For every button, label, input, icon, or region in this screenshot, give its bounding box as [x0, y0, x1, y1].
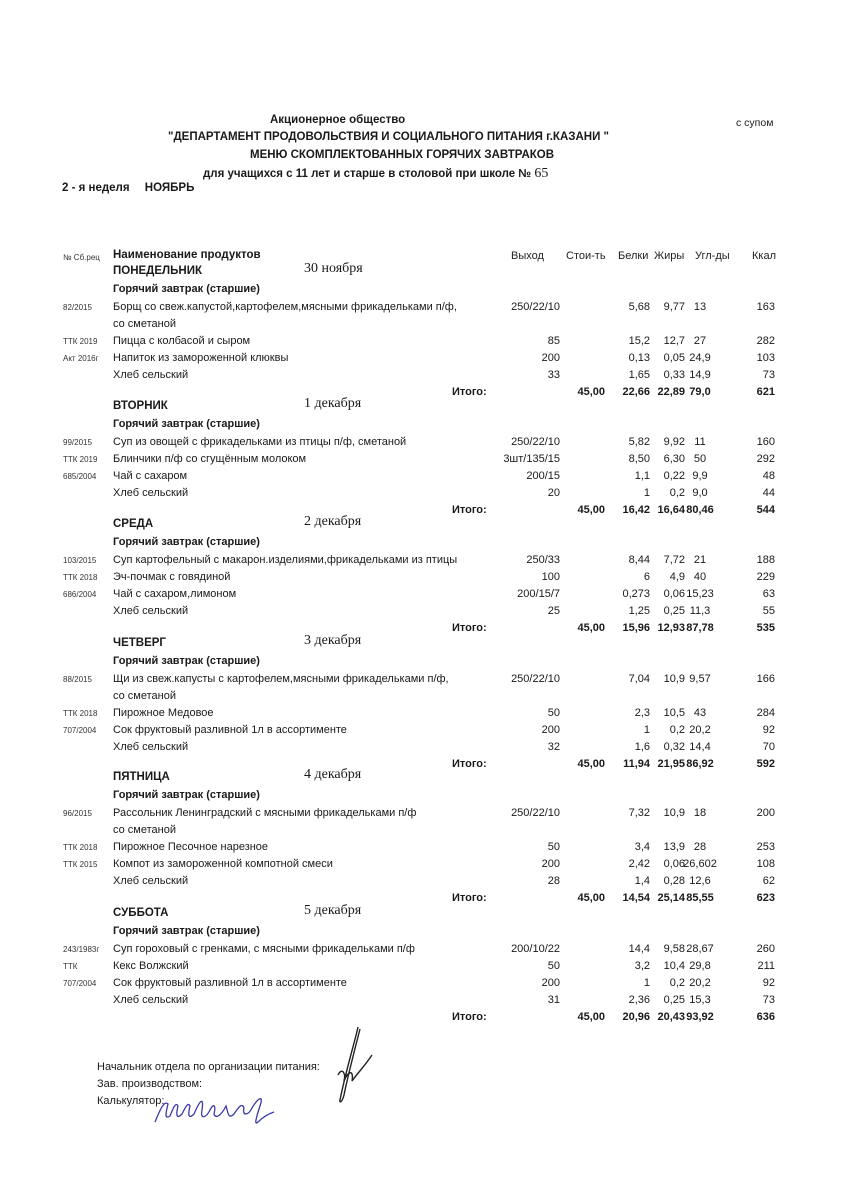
total-protein: 15,96 — [622, 622, 650, 634]
audience-prefix: для учащихся с 11 лет и старше в столовой при школе № — [203, 168, 532, 180]
dish-name: Пирожное Песочное нарезное — [113, 841, 269, 853]
dish-protein: 6 — [643, 571, 650, 583]
dish-kcal: 200 — [756, 807, 775, 819]
dish-kcal: 63 — [762, 588, 775, 600]
dish-carbs: 28 — [693, 841, 707, 853]
dish-protein: 3,4 — [634, 841, 650, 853]
dish-kcal: 62 — [762, 875, 775, 887]
dish-output: 28 — [547, 875, 560, 887]
dish-fat: 0,2 — [669, 977, 685, 989]
col-name: Наименование продуктов — [113, 249, 261, 261]
day-date: 3 декабря — [304, 633, 362, 648]
dish-protein: 15,2 — [628, 335, 650, 347]
meal-title: Горячий завтрак (старшие) — [113, 283, 260, 295]
school-number: 65 — [534, 166, 549, 181]
total-fat: 25,14 — [657, 892, 685, 904]
dish-kcal: 70 — [762, 741, 775, 753]
dish-name: Хлеб сельский — [113, 875, 189, 887]
col-output: Выход — [511, 250, 544, 262]
total-label: Итого: — [452, 504, 487, 516]
dish-name: Хлеб сельский — [113, 741, 189, 753]
dish-output: 50 — [547, 960, 560, 972]
dish-name: Эч-почмак с говядиной — [113, 571, 231, 583]
footer-head-of-department: Начальник отдела по организации питания: — [97, 1061, 320, 1073]
dish-fat: 4,9 — [669, 571, 685, 583]
dish-output: 100 — [541, 571, 560, 583]
day-name: ВТОРНИК — [113, 400, 168, 412]
recipe-code: ТТК 2019 — [63, 337, 98, 346]
recipe-code: ТТК 2018 — [63, 843, 98, 852]
dish-carbs: 26,602 — [683, 858, 717, 870]
total-fat: 22,89 — [657, 386, 685, 398]
dish-name: Пирожное Медовое — [113, 707, 214, 719]
dish-fat: 0,05 — [663, 352, 685, 364]
day-date: 1 декабря — [304, 396, 362, 411]
recipe-code: 707/2004 — [63, 726, 97, 735]
dish-output: 250/33 — [526, 554, 560, 566]
dish-output: 200/15/7 — [517, 588, 560, 600]
dish-kcal: 292 — [756, 453, 775, 465]
dish-output: 250/22/10 — [511, 807, 560, 819]
dish-fat: 0,33 — [663, 369, 685, 381]
dish-protein: 1,25 — [628, 605, 650, 617]
menu-title: МЕНЮ СКОМПЛЕКТОВАННЫХ ГОРЯЧИХ ЗАВТРАКОВ — [250, 149, 555, 161]
day-date: 30 ноября — [304, 261, 363, 276]
total-protein: 22,66 — [622, 386, 650, 398]
footer-production-manager: Зав. производством: — [97, 1078, 203, 1090]
dish-protein: 7,04 — [628, 673, 650, 685]
dish-output: 50 — [547, 841, 560, 853]
dish-carbs: 20,2 — [689, 724, 711, 736]
dish-output: 200 — [541, 858, 560, 870]
recipe-code: ТТК 2015 — [63, 860, 98, 869]
dish-protein: 2,42 — [628, 858, 650, 870]
col-cost: Стои-ть — [566, 250, 606, 262]
total-kcal: 636 — [756, 1011, 775, 1023]
dish-carbs: 15,3 — [689, 994, 711, 1006]
dish-output: 25 — [547, 605, 560, 617]
dish-fat: 6,30 — [663, 453, 685, 465]
dish-name: Хлеб сельский — [113, 605, 189, 617]
recipe-code: 243/1983г — [63, 945, 100, 954]
dish-name: Суп картофельный с макарон.изделиями,фрикадельками из птицы — [113, 554, 458, 566]
dish-output: 20 — [547, 487, 560, 499]
dish-name: Пицца с колбасой и сыром — [113, 335, 251, 347]
dish-kcal: 108 — [756, 858, 775, 870]
org-name: "ДЕПАРТАМЕНТ ПРОДОВОЛЬСТВИЯ И СОЦИАЛЬНОГО ПИТАНИЯ г.КАЗАНИ " — [168, 131, 609, 143]
dish-output: 31 — [547, 994, 560, 1006]
dish-carbs: 43 — [693, 707, 707, 719]
dish-carbs: 20,2 — [689, 977, 711, 989]
dish-fat: 7,72 — [663, 554, 685, 566]
dish-fat: 0,25 — [663, 605, 685, 617]
dish-fat: 0,06 — [663, 858, 685, 870]
dish-protein: 7,32 — [628, 807, 650, 819]
dish-kcal: 253 — [756, 841, 775, 853]
dish-name-continued: со сметаной — [113, 690, 176, 702]
day-name: ЧЕТВЕРГ — [113, 637, 166, 649]
dish-kcal: 163 — [756, 301, 775, 313]
dish-carbs: 14,9 — [689, 369, 711, 381]
dish-name: Чай с сахаром — [113, 470, 188, 482]
dish-carbs: 15,23 — [686, 588, 714, 600]
dish-carbs: 18 — [693, 807, 707, 819]
total-kcal: 544 — [756, 504, 775, 516]
recipe-code: ТТК 2018 — [63, 573, 98, 582]
dish-output: 200/15 — [526, 470, 560, 482]
dish-output: 200 — [541, 724, 560, 736]
day-date: 4 декабря — [304, 767, 362, 782]
total-cost: 45,00 — [577, 758, 605, 770]
recipe-code: 103/2015 — [63, 556, 97, 565]
dish-carbs: 21 — [693, 554, 707, 566]
total-label: Итого: — [452, 622, 487, 634]
dish-carbs: 50 — [693, 453, 707, 465]
dish-fat: 10,4 — [663, 960, 685, 972]
dish-fat: 0,06 — [663, 588, 685, 600]
dish-output: 250/22/10 — [511, 301, 560, 313]
dish-output: 200 — [541, 352, 560, 364]
dish-carbs: 40 — [693, 571, 707, 583]
dish-fat: 0,2 — [669, 724, 685, 736]
dish-protein: 1,1 — [634, 470, 650, 482]
dish-carbs: 27 — [693, 335, 707, 347]
week-label — [62, 182, 194, 194]
dish-kcal: 229 — [756, 571, 775, 583]
total-cost: 45,00 — [577, 622, 605, 634]
meal-title: Горячий завтрак (старшие) — [113, 536, 260, 548]
dish-protein: 8,50 — [628, 453, 650, 465]
dish-name: Борщ со свеж.капустой,картофелем,мясными фрикадельками п/ф, — [113, 301, 457, 313]
dish-kcal: 92 — [762, 977, 775, 989]
total-fat: 20,43 — [657, 1011, 685, 1023]
total-carbs: 80,46 — [686, 504, 714, 516]
dish-output: 250/22/10 — [511, 436, 560, 448]
dish-fat: 10,9 — [663, 673, 685, 685]
dish-protein: 1 — [643, 487, 650, 499]
dish-output: 85 — [547, 335, 560, 347]
dish-protein: 14,4 — [628, 943, 650, 955]
dish-output: 3шт/135/15 — [503, 453, 560, 465]
dish-carbs: 9,57 — [689, 673, 711, 685]
total-carbs: 93,92 — [686, 1011, 714, 1023]
col-protein: Белки — [618, 250, 649, 262]
dish-name: Хлеб сельский — [113, 994, 189, 1006]
meal-title: Горячий завтрак (старшие) — [113, 418, 260, 430]
dish-protein: 0,273 — [622, 588, 650, 600]
recipe-code: 82/2015 — [63, 303, 92, 312]
dish-kcal: 160 — [756, 436, 775, 448]
dish-kcal: 55 — [762, 605, 775, 617]
total-carbs: 87,78 — [686, 622, 714, 634]
dish-kcal: 92 — [762, 724, 775, 736]
recipe-code: 99/2015 — [63, 438, 92, 447]
day-name: СРЕДА — [113, 518, 154, 530]
total-fat: 16,64 — [657, 504, 685, 516]
dish-carbs: 13 — [693, 301, 707, 313]
col-code: № Сб.рец — [63, 253, 100, 262]
total-protein: 20,96 — [622, 1011, 650, 1023]
dish-fat: 0,2 — [669, 487, 685, 499]
recipe-code: 685/2004 — [63, 472, 97, 481]
day-date: 2 декабря — [304, 514, 362, 529]
dish-fat: 10,5 — [663, 707, 685, 719]
dish-output: 250/22/10 — [511, 673, 560, 685]
dish-protein: 1,6 — [634, 741, 650, 753]
dish-output: 50 — [547, 707, 560, 719]
col-fat: Жиры — [654, 250, 685, 262]
total-label: Итого: — [452, 758, 487, 770]
dish-protein: 1 — [643, 724, 650, 736]
dish-kcal: 73 — [762, 369, 775, 381]
total-cost: 45,00 — [577, 1011, 605, 1023]
dish-name: Сок фруктовый разливной 1л в ассортименте — [113, 724, 347, 736]
dish-protein: 2,3 — [634, 707, 650, 719]
dish-carbs: 29,8 — [689, 960, 711, 972]
corner-note: с супом — [736, 117, 774, 129]
dish-fat: 9,92 — [663, 436, 685, 448]
total-carbs: 79,0 — [689, 386, 711, 398]
total-kcal: 592 — [756, 758, 775, 770]
meal-title: Горячий завтрак (старшие) — [113, 925, 260, 937]
dish-fat: 0,32 — [663, 741, 685, 753]
total-cost: 45,00 — [577, 892, 605, 904]
dish-fat: 9,58 — [663, 943, 685, 955]
total-kcal: 623 — [756, 892, 775, 904]
dish-name: Суп гороховый с гренками, с мясными фрикадельками п/ф — [113, 943, 415, 955]
total-carbs: 85,55 — [686, 892, 714, 904]
dish-fat: 0,25 — [663, 994, 685, 1006]
recipe-code: ТТК 2019 — [63, 455, 98, 464]
dish-fat: 0,28 — [663, 875, 685, 887]
total-label: Итого: — [452, 386, 487, 398]
dish-kcal: 188 — [756, 554, 775, 566]
dish-name-continued: со сметаной — [113, 824, 176, 836]
dish-carbs: 9,0 — [692, 487, 708, 499]
dish-kcal: 44 — [762, 487, 775, 499]
dish-kcal: 103 — [756, 352, 775, 364]
recipe-code: 88/2015 — [63, 675, 92, 684]
dish-carbs: 11 — [694, 436, 706, 448]
total-fat: 12,93 — [657, 622, 685, 634]
total-protein: 11,94 — [623, 758, 650, 770]
total-protein: 14,54 — [622, 892, 650, 904]
total-cost: 45,00 — [577, 504, 605, 516]
dish-name: Хлеб сельский — [113, 369, 189, 381]
meal-title: Горячий завтрак (старшие) — [113, 789, 260, 801]
total-label: Итого: — [452, 892, 487, 904]
dish-fat: 9,77 — [663, 301, 685, 313]
dish-kcal: 211 — [757, 960, 775, 972]
recipe-code: ТТК — [63, 962, 78, 971]
total-kcal: 621 — [756, 386, 775, 398]
dish-name: Сок фруктовый разливной 1л в ассортименте — [113, 977, 347, 989]
dish-fat: 13,9 — [663, 841, 685, 853]
signature-calculator — [150, 1092, 280, 1132]
col-carbs: Угл-ды — [695, 250, 730, 262]
dish-output: 33 — [547, 369, 560, 381]
dish-protein: 5,68 — [628, 301, 650, 313]
dish-protein: 3,2 — [634, 960, 650, 972]
dish-kcal: 284 — [756, 707, 775, 719]
dish-fat: 12,7 — [663, 335, 685, 347]
dish-protein: 1,4 — [634, 875, 650, 887]
dish-output: 200 — [541, 977, 560, 989]
day-name: ПЯТНИЦА — [113, 771, 170, 783]
dish-fat: 10,9 — [663, 807, 685, 819]
recipe-code: ТТК 2018 — [63, 709, 98, 718]
dish-kcal: 260 — [756, 943, 775, 955]
dish-protein: 1 — [643, 977, 650, 989]
dish-carbs: 28,67 — [686, 943, 714, 955]
dish-name: Щи из свеж.капусты с картофелем,мясными фрикадельками п/ф, — [113, 673, 449, 685]
dish-output: 32 — [547, 741, 560, 753]
dish-carbs: 9,9 — [692, 470, 708, 482]
dish-kcal: 282 — [756, 335, 775, 347]
signature-head — [330, 1025, 380, 1105]
dish-name: Чай с сахаром,лимоном — [113, 588, 237, 600]
dish-carbs: 12,6 — [689, 875, 711, 887]
dish-output: 200/10/22 — [511, 943, 560, 955]
dish-kcal: 166 — [756, 673, 775, 685]
week: 2 - я неделя — [62, 182, 130, 194]
total-protein: 16,42 — [622, 504, 650, 516]
recipe-code: Акт 2016г — [63, 354, 99, 363]
dish-kcal: 48 — [762, 470, 775, 482]
month: НОЯБРЬ — [144, 182, 195, 194]
audience-line — [203, 166, 548, 182]
recipe-code: 686/2004 — [63, 590, 97, 599]
dish-carbs: 11,3 — [689, 605, 711, 617]
dish-carbs: 14,4 — [689, 741, 711, 753]
dish-name: Блинчики п/ф со сгущённым молоком — [113, 453, 307, 465]
recipe-code: 96/2015 — [63, 809, 92, 818]
recipe-code: 707/2004 — [63, 979, 97, 988]
dish-fat: 0,22 — [663, 470, 685, 482]
dish-protein: 5,82 — [628, 436, 650, 448]
total-kcal: 535 — [756, 622, 775, 634]
day-name: СУББОТА — [113, 907, 169, 919]
total-carbs: 86,92 — [686, 758, 714, 770]
dish-name: Компот из замороженной компотной смеси — [113, 858, 333, 870]
col-kcal: Ккал — [752, 250, 776, 262]
dish-name: Рассольник Ленинградский с мясными фрикадельками п/ф — [113, 807, 417, 819]
org-line: Акционерное общество — [270, 114, 406, 126]
total-label: Итого: — [452, 1011, 487, 1023]
dish-name-continued: со сметаной — [113, 318, 176, 330]
total-cost: 45,00 — [577, 386, 605, 398]
dish-protein: 2,36 — [628, 994, 650, 1006]
day-name: ПОНЕДЕЛЬНИК — [113, 265, 202, 277]
footer-calculator: Калькулятор: — [97, 1095, 165, 1107]
dish-protein: 0,13 — [628, 352, 650, 364]
meal-title: Горячий завтрак (старшие) — [113, 655, 260, 667]
dish-protein: 8,44 — [628, 554, 650, 566]
day-date: 5 декабря — [304, 903, 362, 918]
total-fat: 21,95 — [657, 758, 685, 770]
dish-name: Хлеб сельский — [113, 487, 189, 499]
dish-name: Кекс Волжский — [113, 960, 189, 972]
dish-carbs: 24,9 — [689, 352, 711, 364]
dish-name: Суп из овощей с фрикадельками из птицы п/ф, сметаной — [113, 436, 407, 448]
dish-name: Напиток из замороженной клюквы — [113, 352, 289, 364]
dish-protein: 1,65 — [628, 369, 650, 381]
dish-kcal: 73 — [762, 994, 775, 1006]
